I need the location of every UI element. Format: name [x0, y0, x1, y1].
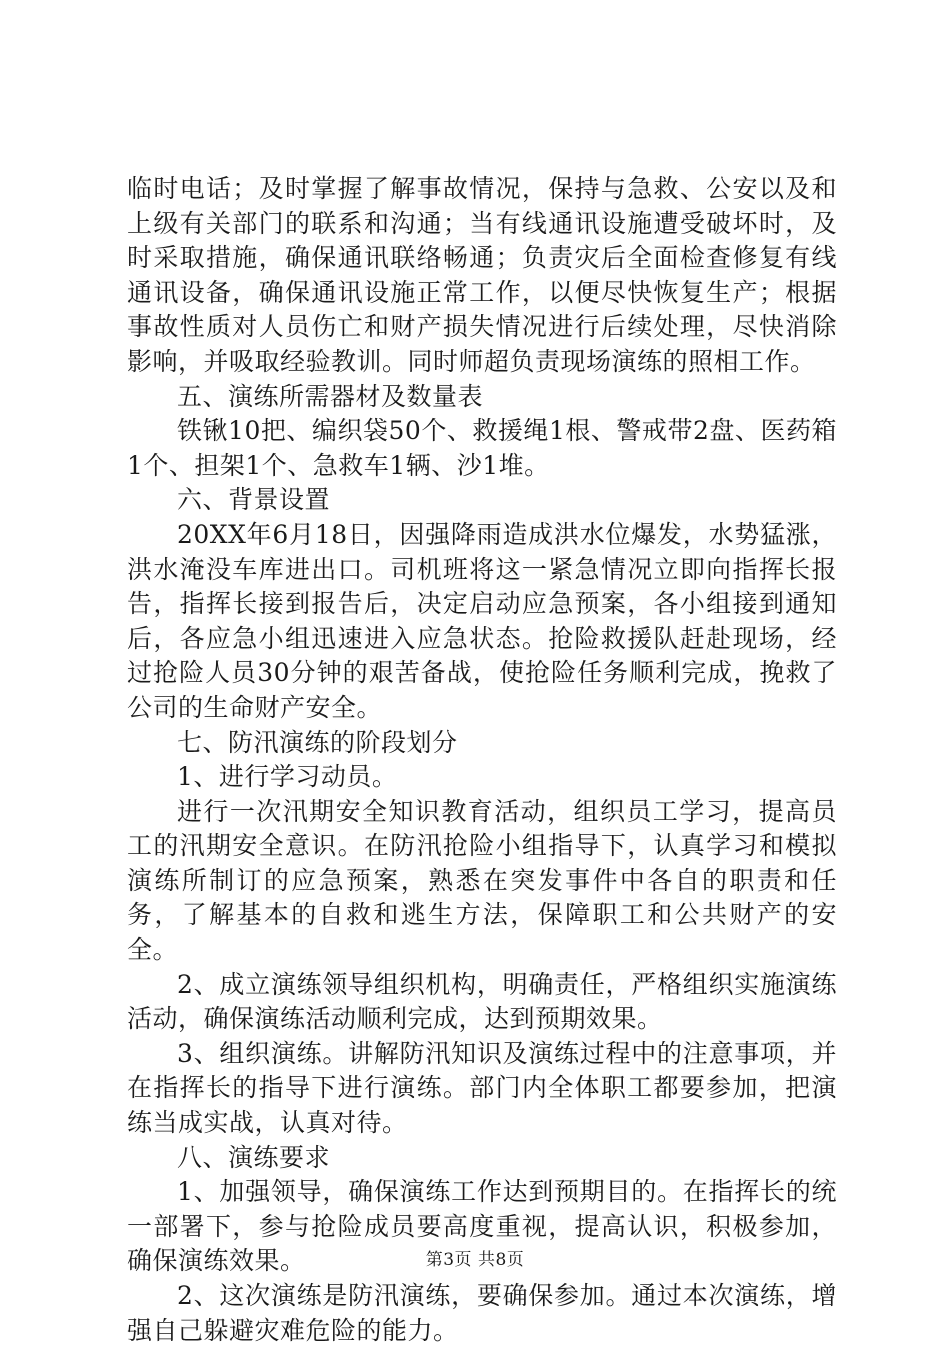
- paragraph-requirement-1: 1、加强领导，确保演练工作达到预期目的。在指挥长的统一部署下，参与抢险成员要高度重视，提高认识，积极参加，确保演练效果。: [127, 1177, 837, 1276]
- paragraph-continuation: 临时电话；及时掌握了解事故情况，保持与急救、公安以及和上级有关部门的联系和沟通；当有线通讯设施遭受破坏时，及时采取措施，确保通讯联络畅通；负责灾后全面检查修复有线通讯设备，确保通讯设施正常工作，以便尽快恢复生产；根据事故性质对人员伤亡和财产损失情况进行后续处理，尽快消除影响，并吸取经验教训。同时师超负责现场演练的照相工作。: [127, 174, 837, 376]
- section-heading-stages: 七、防汛演练的阶段划分: [177, 727, 458, 757]
- paragraph-study-mobilization: 进行一次汛期安全知识教育活动，组织员工学习，提高员工的汛期安全意识。在防汛抢险小组指导下，认真学习和模拟演练所制订的应急预案，熟悉在突发事件中各自的职责和任务，了解基本的自救和逃生方法，保障职工和公共财产的安全。: [127, 796, 837, 965]
- paragraph-organization: 2、成立演练领导组织机构，明确责任，严格组织实施演练活动，确保演练活动顺利完成，达到预期效果。: [127, 969, 837, 1034]
- section-heading-equipment: 五、演练所需器材及数量表: [177, 381, 484, 411]
- document-body: [127, 172, 837, 1348]
- paragraph-background: 20XX年6月18日，因强降雨造成洪水位爆发，水势猛涨，洪水淹没车库进出口。司机班将这一紧急情况立即向指挥长报告，指挥长接到报告后，决定启动应急预案，各小组接到通知后，各应急小组迅速进入应急状态。抢险救援队赶赴现场，经过抢险人员30分钟的艰苦备战，使抢险任务顺利完成，挽救了公司的生命财产安全。: [127, 519, 837, 722]
- page-number-footer: 第3页 共8页: [425, 1250, 525, 1270]
- subheading-study-mobilization: 1、进行学习动员。: [177, 762, 398, 792]
- paragraph-equipment-list: 铁锹10把、编织袋50个、救援绳1根、警戒带2盘、医药箱1个、担架1个、急救车1辆、沙1堆。: [127, 416, 837, 480]
- paragraph-requirement-2: 2、这次演练是防汛演练，要确保参加。通过本次演练，增强自己躲避灾难危险的能力。: [127, 1281, 837, 1345]
- section-heading-background: 六、背景设置: [177, 485, 331, 515]
- paragraph-organize-drill: 3、组织演练。讲解防汛知识及演练过程中的注意事项，并在指挥长的指导下进行演练。部门内全体职工都要参加，把演练当成实战，认真对待。: [127, 1038, 837, 1138]
- section-heading-requirements: 八、演练要求: [177, 1142, 331, 1172]
